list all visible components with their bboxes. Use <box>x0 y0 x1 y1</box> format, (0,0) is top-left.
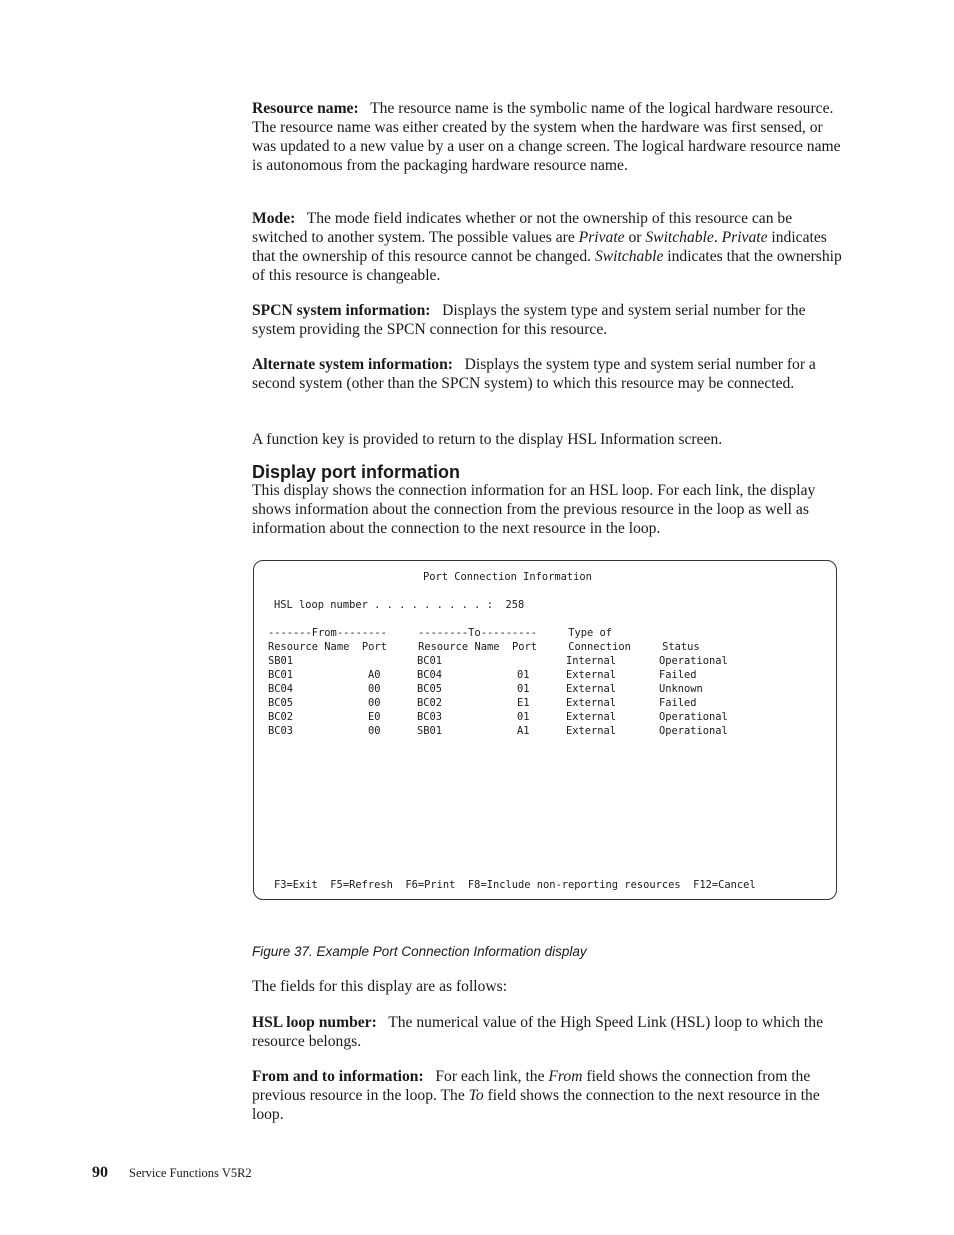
from-to-text-1: For each link, the <box>435 1068 549 1085</box>
mode-switchable-1: Switchable <box>645 229 714 246</box>
to-name: BC04 <box>417 669 443 681</box>
from-port: A0 <box>368 669 381 681</box>
mode-text-2: or <box>624 229 646 246</box>
from-italic: From <box>548 1068 583 1085</box>
to-port: 01 <box>517 669 530 681</box>
to-name: BC01 <box>417 655 443 667</box>
hsl-loop-label: HSL loop number . . . . . . . . . : <box>274 599 493 611</box>
footer-title: Service Functions V5R2 <box>129 1166 252 1180</box>
to-name: BC05 <box>417 683 443 695</box>
connection-type: External <box>566 711 617 723</box>
from-port: 00 <box>368 697 381 709</box>
from-name: BC03 <box>268 725 294 737</box>
status: Unknown <box>659 683 703 695</box>
alternate-paragraph <box>252 355 844 393</box>
connection-type: External <box>566 669 617 681</box>
spcn-text: Displays the system type and system serial number for the system providing the SPCN connection for this resource. <box>252 302 806 338</box>
section-heading: Display port information <box>252 462 461 482</box>
from-name: BC01 <box>268 669 294 681</box>
figure-caption: Figure 37. Example Port Connection Information display <box>252 944 587 959</box>
hsl-loop-value: 258 <box>505 599 525 611</box>
status: Failed <box>659 697 697 709</box>
port-connection-screen <box>253 560 837 900</box>
from-to-paragraph <box>252 1067 844 1124</box>
from-name: BC05 <box>268 697 294 709</box>
status: Operational <box>659 711 728 723</box>
mode-private-1: Private <box>578 229 625 246</box>
hsl-loop-row <box>274 598 524 612</box>
function-key-bar: F3=Exit F5=Refresh F6=Print F8=Include non-reporting resources F12=Cancel <box>274 879 756 891</box>
from-to-text-2: field shows the connection from the previous resource in the loop. The <box>252 1068 811 1104</box>
to-port: 01 <box>517 683 530 695</box>
alternate-text: Displays the system type and system serial number for a second system (other than the SPCN system) to which this resource may be connected. <box>252 356 816 392</box>
hsl-loop-text: The numerical value of the High Speed Link (HSL) loop to which the resource belongs. <box>252 1014 823 1050</box>
connection-type: External <box>566 697 617 709</box>
from-to-text-3: field shows the connection to the next resource in the loop. <box>252 1087 820 1123</box>
to-port: 01 <box>517 711 530 723</box>
from-port: 00 <box>368 725 381 737</box>
status: Operational <box>659 725 728 737</box>
connection-type: External <box>566 683 617 695</box>
mode-switchable-2: Switchable <box>594 248 664 265</box>
status: Operational <box>659 655 728 667</box>
spcn-paragraph <box>252 301 844 339</box>
connection-type: External <box>566 725 617 737</box>
hsl-loop-term: HSL loop number: <box>252 1014 377 1031</box>
page-number: 90 <box>92 1164 108 1181</box>
to-italic: To <box>468 1087 484 1104</box>
resource-name-paragraph <box>252 99 844 175</box>
mode-text-3: . <box>713 229 722 246</box>
function-key-paragraph: A function key is provided to return to the display HSL Information screen. <box>252 431 723 448</box>
from-name: SB01 <box>268 655 294 667</box>
to-name: BC03 <box>417 711 443 723</box>
mode-paragraph <box>252 209 844 285</box>
mode-term: Mode: <box>252 210 296 227</box>
mode-text-4: indicates that the ownership of this resource cannot be changed. <box>252 229 827 265</box>
alternate-term: Alternate system information: <box>252 356 453 373</box>
section-intro: This display shows the connection information for an HSL loop. For each link, the display shows information about the connection from the previous resource in the loop as well as information about the connection to the next resource in the loop. <box>252 482 816 537</box>
status: Failed <box>659 669 697 681</box>
to-port: A1 <box>517 725 530 737</box>
from-port: 00 <box>368 683 381 695</box>
resource-name-text: The resource name is the symbolic name of the logical hardware resource. The resource name was either created by the system when the hardware was first sensed, or was updated to a new value by a user on a change screen. The logical hardware resource name is autonomous from the packaging hardware resource name. <box>252 100 841 174</box>
from-to-term: From and to information: <box>252 1068 424 1085</box>
mode-text-5: indicates that the ownership of this resource is changeable. <box>252 248 842 284</box>
column-header-1: -------From-------- --------To--------- Type of <box>268 627 613 639</box>
hsl-loop-paragraph <box>252 1013 844 1051</box>
spcn-term: SPCN system information: <box>252 302 431 319</box>
mode-private-2: Private <box>721 229 768 246</box>
from-name: BC04 <box>268 683 294 695</box>
screen-title: Port Connection Information <box>423 571 592 583</box>
to-port: E1 <box>517 697 530 709</box>
connection-type: Internal <box>566 655 617 667</box>
fields-intro: The fields for this display are as follows: <box>252 978 508 995</box>
resource-name-term: Resource name: <box>252 100 359 117</box>
to-name: SB01 <box>417 725 443 737</box>
to-name: BC02 <box>417 697 443 709</box>
column-header-2: Resource Name Port Resource Name Port Connection Status <box>268 641 700 653</box>
from-port: E0 <box>368 711 381 723</box>
from-name: BC02 <box>268 711 294 723</box>
mode-text-1: The mode field indicates whether or not the ownership of this resource can be switched to another system. The possible values are <box>252 210 793 246</box>
